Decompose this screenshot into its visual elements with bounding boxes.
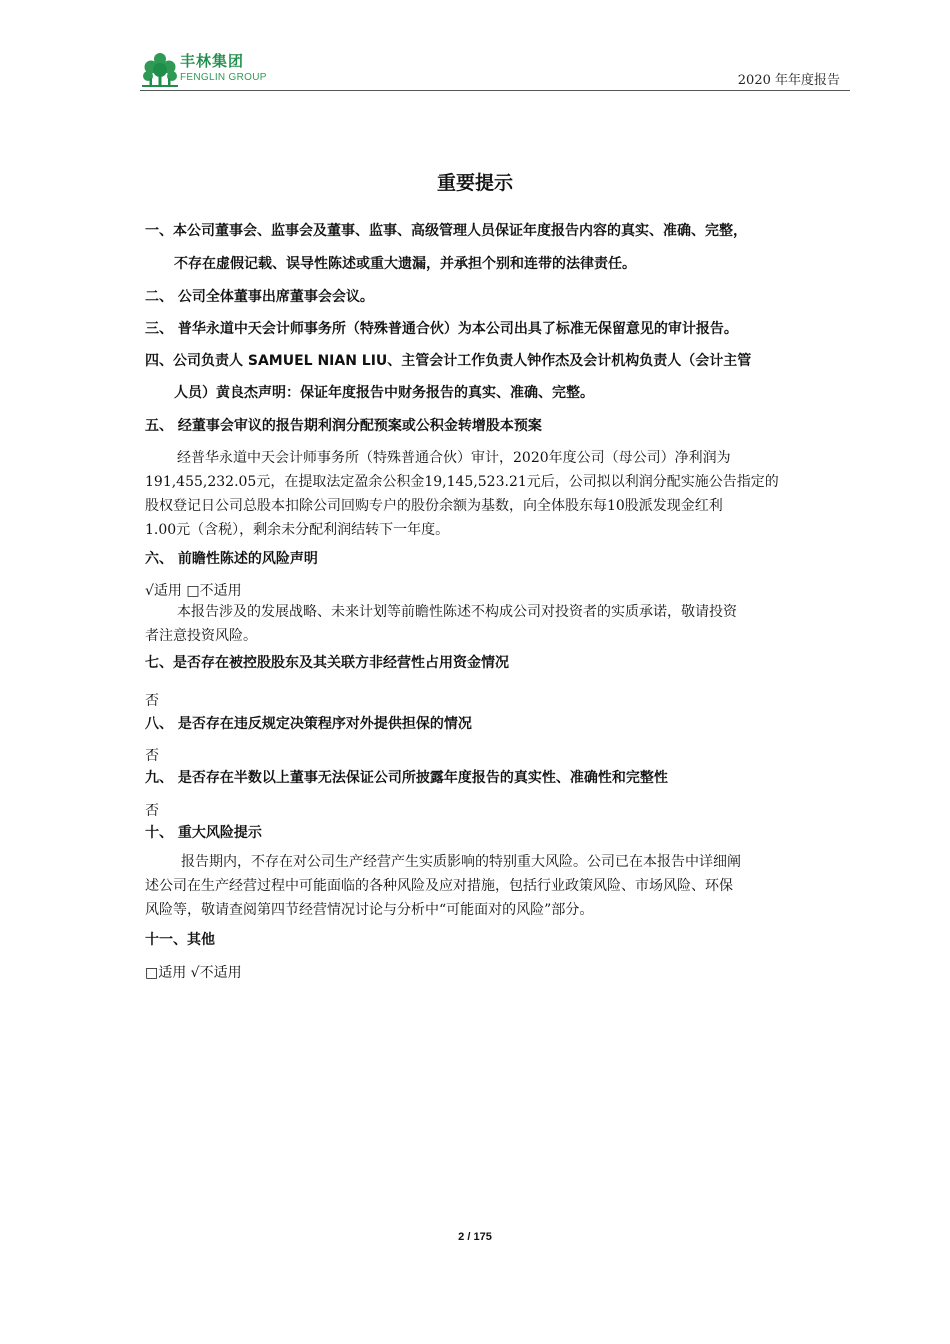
page-title: 重要提示	[436, 172, 513, 194]
item-5-body	[145, 446, 850, 542]
item-7-heading: 七、是否存在被控股股东及其关联方非经营性占用资金情况	[145, 655, 509, 671]
logo-english-name: FENGLIN GROUP	[180, 72, 267, 83]
item-8-heading: 八、 是否存在违反规定决策程序对外提供担保的情况	[145, 716, 472, 732]
item-5-body-line: 股权登记日公司总股本扣除公司回购专户的股份余额为基数，向全体股东每10股派发现金红利	[145, 498, 723, 514]
page-number: 2 / 175	[458, 1231, 492, 1243]
item-2: 二、 公司全体董事出席董事会会议。	[145, 289, 374, 305]
item-6-applicable: √适用 □不适用	[145, 583, 242, 599]
item-10-body-line: 报告期内，不存在对公司生产经营产生实质影响的特别重大风险。公司已在本报告中详细阐	[181, 854, 741, 870]
item-4-line-1: 四、公司负责人 SAMUEL NIAN LIU、主管会计工作负责人钟作杰及会计机构负责人（会计主管	[145, 353, 752, 369]
logo-chinese-name: 丰林集团	[180, 52, 245, 70]
item-10-body-line: 风险等，敬请查阅第四节经营情况讨论与分析中“可能面对的风险”部分。	[145, 902, 594, 918]
item-1-line-2: 不存在虚假记载、误导性陈述或重大遗漏，并承担个别和连带的法律责任。	[174, 256, 636, 272]
item-5-body-line: 191,455,232.05元，在提取法定盈余公积金19,145,523.21元后，公司拟以利润分配实施公告指定的	[145, 474, 779, 490]
item-10-heading: 十、 重大风险提示	[145, 825, 262, 841]
item-6-body-line: 本报告涉及的发展战略、未来计划等前瞻性陈述不构成公司对投资者的实质承诺，敬请投资	[177, 604, 737, 620]
item-1-line-1: 一、本公司董事会、监事会及董事、监事、高级管理人员保证年度报告内容的真实、准确、完整，	[145, 223, 747, 239]
item-10-body-line: 述公司在生产经营过程中可能面临的各种风险及应对措施，包括行业政策风险、市场风险、环保	[145, 878, 733, 894]
item-11-applicable: □适用 √不适用	[145, 965, 242, 981]
item-5-body-line: 经普华永道中天会计师事务所（特殊普通合伙）审计，2020年度公司（母公司）净利润为	[177, 450, 731, 466]
item-6-body	[145, 600, 850, 648]
item-11-heading: 十一、其他	[145, 932, 215, 948]
item-3: 三、 普华永道中天会计师事务所（特殊普通合伙）为本公司出具了标准无保留意见的审计报告。	[145, 321, 738, 337]
item-9-answer: 否	[145, 803, 159, 819]
item-9-heading: 九、 是否存在半数以上董事无法保证公司所披露年度报告的真实性、准确性和完整性	[145, 770, 668, 786]
item-7-answer: 否	[145, 693, 159, 709]
item-5-heading: 五、 经董事会审议的报告期利润分配预案或公积金转增股本预案	[145, 418, 542, 434]
report-title: 2020 年年度报告	[737, 73, 840, 88]
item-4-line-2: 人员）黄良杰声明：保证年度报告中财务报告的真实、准确、完整。	[174, 385, 594, 401]
page-header	[140, 50, 850, 91]
item-6-body-line: 者注意投资风险。	[145, 628, 257, 644]
fenglin-logo-icon	[142, 52, 178, 88]
item-10-body	[145, 850, 850, 922]
item-6-heading: 六、 前瞻性陈述的风险声明	[145, 551, 318, 567]
item-8-answer: 否	[145, 748, 159, 764]
item-5-body-line: 1.00元（含税），剩余未分配利润结转下一年度。	[145, 522, 450, 538]
